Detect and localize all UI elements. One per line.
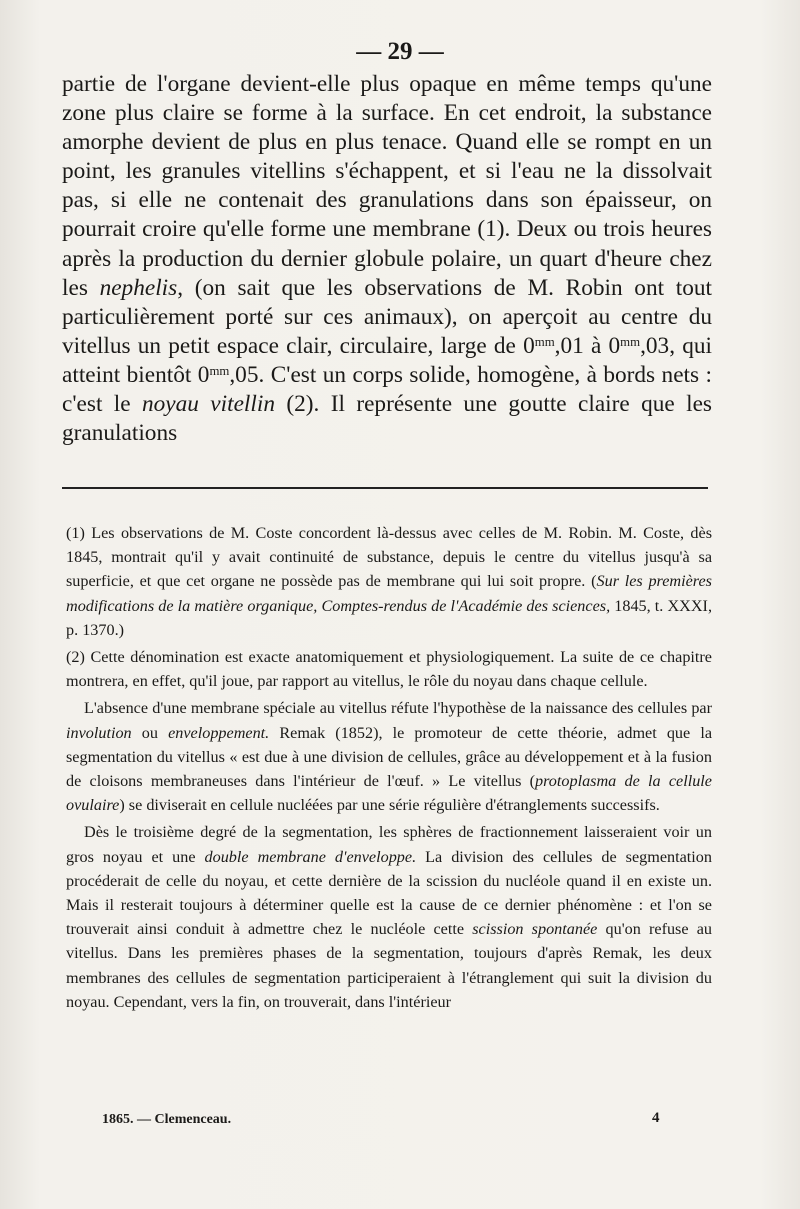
- text-run: ,03, qui atteint bientôt 0: [62, 332, 712, 388]
- footnote-2-continuation-a: [66, 696, 712, 817]
- text-run: qu'on refuse au vitellus. Dans les premières phases de la segmentation, toujours d'après Remak, les deux membranes des cellules de segmentation participeraient à l'étranglement qui suit la division du noyau. Cependant, vers la fin, on trouverait, dans l'intérieur: [66, 920, 712, 1011]
- italic-run: enveloppement.: [168, 723, 270, 742]
- text-run: ,05. C'est un corps solide, homogène, à bords nets : c'est le: [62, 361, 712, 418]
- unit-superscript: mm: [620, 334, 641, 349]
- italic-run: double membrane d'enveloppe.: [204, 847, 417, 866]
- italic-run: scission spontanée: [472, 920, 598, 939]
- text-run: (2). Il représente une goutte claire que les granulations: [62, 391, 712, 447]
- text-run: (2) Cette dénomination est exacte anatomiquement et physiologiquement. La suite de ce chapitre montrera, en effet, qu'il joue, par rapport au vitellus, le rôle du noyau dans chaque cellule.: [66, 648, 712, 691]
- text-run: ) se diviserait en cellule nucléées par une série régulière d'étranglements successifs.: [119, 796, 660, 815]
- main-text: [62, 70, 712, 448]
- text-run: (1) Les observations de M. Coste concordent là-dessus avec celles de M. Robin. M. Coste, dès 1845, montrait qu'il y avait continuité de substance, depuis le centre du vitellus jusqu'à sa superficie, et que cet organe ne possède pas de membrane qui lui soit propre. (: [66, 524, 712, 591]
- text-run: ,01 à 0: [554, 332, 621, 359]
- footer-signature: 1865. — Clemenceau.: [102, 1112, 232, 1127]
- unit-superscript: mm: [534, 334, 555, 349]
- italic-run: nephelis: [99, 274, 178, 301]
- text-run: , (on sait que les observations de M. Robin ont tout particulièrement porté sur ces animaux), on aperçoit au centre du vitellus un petit espace clair, circulaire, large de 0: [62, 274, 712, 359]
- footnote-divider: [62, 487, 708, 489]
- unit-superscript: mm: [209, 363, 230, 378]
- text-run: partie de l'organe devient-elle plus opaque en même temps qu'une zone plus claire se forme à la surface. En cet endroit, la substance amorphe devient de plus en plus tenace. Quand elle se rompt en un point, les granules vitellins s'échappent, et si l'eau ne la dissolvait pas, si elle ne contenait des granulations dans son épaisseur, on pourrait croire qu'elle forme une membrane (1). Deux ou trois heures après la production du dernier globule polaire, un quart d'heure chez les: [62, 71, 712, 301]
- footnote-2-continuation-b: [66, 820, 712, 1014]
- footnotes: [66, 521, 712, 1017]
- italic-run: protoplasma de la cellule ovulaire: [66, 772, 712, 815]
- text-run: La division des cellules de segmentation procéderait de celle du noyau, et cette dernière de la scission du nucléole quand il en existe un. Mais il resterait toujours à déterminer quelle est la cause de ce dernier phénomène : et l'on se trouverait ainsi conduit à admettre chez le nucléole cette: [66, 847, 712, 939]
- italic-run: Sur les premières modifications de la matière organique, Comptes-rendus de l'Académie des sciences,: [66, 572, 712, 615]
- text-run: L'absence d'une membrane spéciale au vitellus réfute l'hypothèse de la naissance des cellules par: [84, 699, 712, 718]
- footnote-2: [66, 645, 712, 693]
- italic-run: noyau vitellin: [141, 391, 275, 418]
- body-paragraph: [62, 70, 712, 448]
- page-number: — 29 —: [356, 38, 444, 65]
- text-run: 1845, t. XXXI, p. 1370.): [66, 596, 712, 639]
- sheet-number: 4: [652, 1110, 660, 1126]
- footnote-1: [66, 521, 712, 642]
- text-run: Remak (1852), le promoteur de cette théorie, admet que la segmentation du vitellus « est due à une division de cellules, grâce au développement et à la fusion de cloisons membraneuses dans l'intérieur de l'œuf. » Le vitellus (: [66, 723, 713, 791]
- text-run: Dès le troisième degré de la segmentation, les sphères de fractionnement laisseraient voir un gros noyau et une: [66, 823, 712, 866]
- text-run: ou: [131, 723, 169, 742]
- italic-run: involution: [66, 723, 132, 742]
